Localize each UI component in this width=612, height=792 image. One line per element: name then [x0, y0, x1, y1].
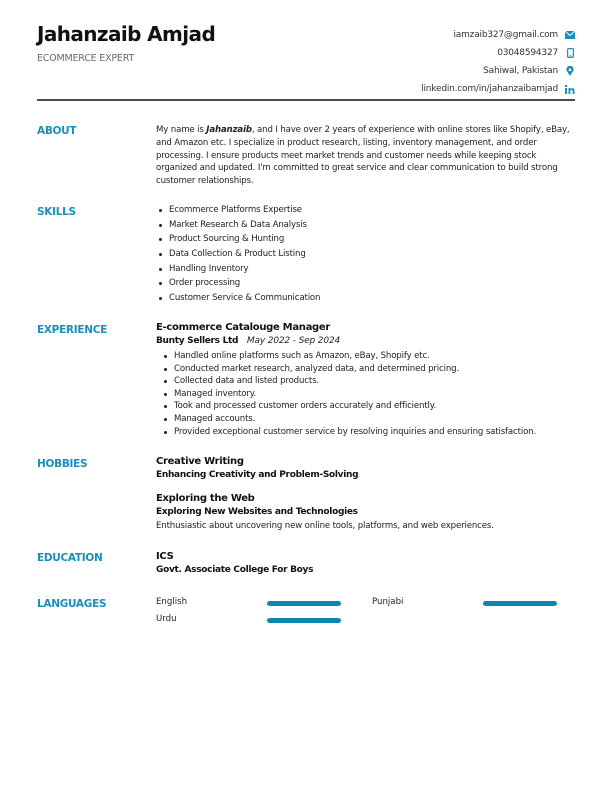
contact-location: [421, 62, 575, 80]
hobby-subtitle: Exploring New Websites and Technologies: [156, 507, 358, 517]
job-title: E-commerce Catalouge Manager: [156, 322, 331, 333]
job-bullet: Provided exceptional customer service by resolving inquiries and ensuring satisfaction.: [156, 426, 576, 439]
language-name: English: [156, 597, 188, 607]
about-text: [156, 124, 576, 188]
language-level-bar: [483, 601, 557, 606]
hobby-name: Exploring the Web: [156, 493, 255, 504]
linkedin-icon: [565, 84, 575, 94]
phone-text[interactable]: 03048594327: [497, 48, 558, 58]
education-entry: [156, 551, 576, 579]
skill-item: Order processing: [156, 276, 576, 291]
about-highlight: Jahanzaib: [206, 125, 252, 135]
email-icon: [565, 30, 575, 40]
job-bullets: [156, 350, 576, 438]
hobby-name: Creative Writing: [156, 456, 244, 467]
candidate-name: Jahanzaib Amjad: [37, 22, 216, 46]
about-pre: My name is: [156, 125, 207, 135]
hobby-subtitle: Enhancing Creativity and Problem-Solving: [156, 470, 359, 480]
skills-list: [156, 203, 576, 306]
location-icon: [565, 66, 575, 76]
job-bullet: Conducted market research, analyzed data, and determined pricing.: [156, 363, 576, 376]
contact-email[interactable]: [421, 26, 575, 44]
contact-phone[interactable]: [421, 44, 575, 62]
section-title-education: EDUCATION: [37, 552, 103, 564]
location-text: Sahiwal, Pakistan: [483, 66, 558, 76]
skills-list-container: [156, 203, 576, 306]
email-text[interactable]: iamzaib327@gmail.com: [453, 30, 558, 40]
job-bullet: Managed inventory.: [156, 388, 576, 401]
job-bullet: Handled online platforms such as Amazon, eBay, Shopify etc.: [156, 350, 576, 363]
experience-entry: [156, 322, 576, 438]
contact-list: [421, 26, 575, 98]
section-title-skills: SKILLS: [37, 206, 76, 218]
language-name: Punjabi: [372, 597, 404, 607]
skill-item: Product Sourcing & Hunting: [156, 232, 576, 247]
education-school: Govt. Associate College For Boys: [156, 565, 314, 575]
skill-item: Ecommerce Platforms Expertise: [156, 203, 576, 218]
phone-icon: [565, 48, 575, 58]
job-dates: May 2022 - Sep 2024: [246, 336, 341, 346]
hobby-entry: [156, 456, 576, 484]
contact-linkedin[interactable]: [421, 80, 575, 98]
header-divider: [37, 99, 575, 101]
language-name: Urdu: [156, 614, 177, 624]
section-title-experience: EXPERIENCE: [37, 324, 107, 336]
job-bullet: Took and processed customer orders accurately and efficiently.: [156, 400, 576, 413]
language-level-bar: [267, 618, 341, 623]
job-bullet: Managed accounts.: [156, 413, 576, 426]
skill-item: Customer Service & Communication: [156, 291, 576, 306]
job-bullet: Collected data and listed products.: [156, 375, 576, 388]
candidate-title: ECOMMERCE EXPERT: [37, 53, 135, 64]
skill-item: Data Collection & Product Listing: [156, 247, 576, 262]
hobby-entry: [156, 493, 576, 534]
about-post: , and I have over 2 years of experience with online stores like Shopify, eBay, and Amazon etc. I specialize in product research, listing, inventory management, and order processing. I ensure products meet market trends and customer needs while keeping stock organized and updated. I'm committed to great service and clear communication to build strong customer relationships.: [156, 125, 570, 187]
section-title-languages: LANGUAGES: [37, 598, 107, 610]
section-title-hobbies: HOBBIES: [37, 458, 88, 470]
linkedin-text[interactable]: linkedin.com/in/jahanzaibamjad: [421, 84, 558, 94]
skill-item: Market Research & Data Analysis: [156, 218, 576, 233]
skill-item: Handling Inventory: [156, 262, 576, 277]
job-meta: [156, 336, 576, 350]
education-degree: ICS: [156, 551, 174, 562]
section-title-about: ABOUT: [37, 125, 77, 137]
language-level-bar: [267, 601, 341, 606]
job-company: Bunty Sellers Ltd: [156, 336, 239, 346]
hobby-description: Enthusiastic about uncovering new online tools, platforms, and web experiences.: [156, 521, 494, 531]
